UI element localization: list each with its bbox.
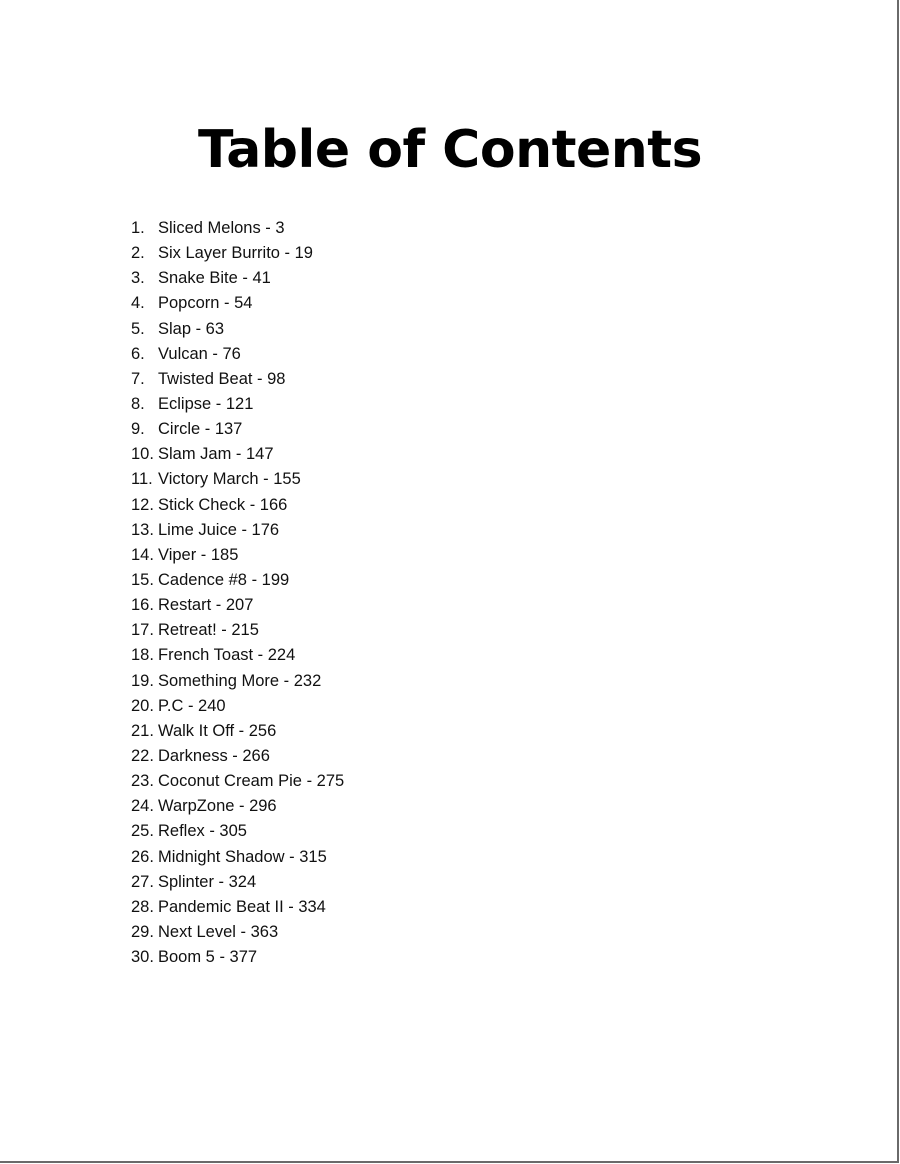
toc-entry-title: Sliced Melons - 3 (158, 219, 285, 237)
toc-entry-number: 10. (131, 445, 154, 464)
toc-entry (131, 744, 344, 769)
toc-entry-title: Boom 5 - 377 (158, 948, 258, 967)
toc-entry-title: Pandemic Beat II - 334 (158, 897, 326, 916)
toc-entry-title: Snake Bite - 41 (158, 269, 271, 288)
toc-entry-title: Darkness - 266 (158, 746, 270, 765)
toc-entry (131, 266, 344, 291)
toc-entry-title: Slam Jam - 147 (158, 445, 274, 464)
toc-entry-title: Reflex - 305 (158, 822, 247, 841)
toc-entry-title: Retreat! - 215 (158, 621, 259, 640)
table-of-contents-list (131, 216, 344, 970)
toc-entry-number: 13. (131, 520, 154, 539)
toc-entry (131, 945, 344, 970)
toc-entry (131, 493, 344, 518)
toc-entry-number: 22. (131, 746, 154, 765)
toc-entry-number: 27. (131, 872, 154, 891)
toc-entry-title: Next Level - 363 (158, 922, 279, 941)
toc-entry-number: 14. (131, 545, 154, 564)
toc-entry-title: Restart - 207 (158, 596, 254, 615)
toc-entry-number: 12. (131, 495, 154, 514)
toc-entry-title: P.C - 240 (158, 696, 226, 715)
toc-entry (131, 216, 344, 241)
toc-entry-number: 8. (131, 394, 145, 413)
toc-entry (131, 367, 344, 392)
toc-entry-title: Coconut Cream Pie - 275 (158, 772, 345, 791)
toc-entry (131, 342, 344, 367)
toc-entry-title: Midnight Shadow - 315 (158, 847, 327, 866)
toc-entry (131, 794, 344, 819)
toc-entry-number: 6. (131, 344, 145, 363)
toc-entry-title: Stick Check - 166 (158, 495, 288, 514)
toc-entry-title: French Toast - 224 (158, 646, 296, 665)
toc-entry-title: Slap - 63 (158, 319, 225, 338)
toc-entry-number: 4. (131, 294, 145, 313)
toc-entry (131, 241, 344, 266)
toc-entry-title: Vulcan - 76 (158, 344, 241, 363)
toc-entry (131, 618, 344, 643)
toc-entry (131, 543, 344, 568)
toc-entry (131, 845, 344, 870)
toc-entry-number: 26. (131, 847, 154, 866)
toc-entry-title: Walk It Off - 256 (158, 721, 277, 740)
toc-entry-title: Something More - 232 (158, 671, 322, 690)
toc-entry (131, 317, 344, 342)
toc-entry-title: Splinter - 324 (158, 872, 257, 891)
toc-entry-number: 7. (131, 369, 145, 388)
toc-entry (131, 920, 344, 945)
toc-entry-title: Viper - 185 (158, 545, 239, 564)
toc-entry-number: 23. (131, 772, 154, 791)
toc-entry-number: 5. (131, 319, 145, 338)
toc-entry-title: Twisted Beat - 98 (158, 369, 286, 388)
toc-entry (131, 870, 344, 895)
toc-entry-title: Lime Juice - 176 (158, 520, 280, 539)
toc-entry-number: 16. (131, 596, 154, 615)
toc-entry-title: WarpZone - 296 (158, 797, 277, 816)
toc-entry (131, 568, 344, 593)
toc-entry-title: Cadence #8 - 199 (158, 570, 290, 589)
toc-entry-number: 25. (131, 822, 154, 841)
toc-entry-title: Six Layer Burrito - 19 (158, 244, 313, 263)
toc-entry (131, 392, 344, 417)
page-title: Table of Contents (197, 120, 703, 180)
toc-entry-title: Eclipse - 121 (158, 394, 254, 413)
toc-entry-number: 9. (131, 420, 145, 439)
toc-entry-number: 29. (131, 922, 154, 941)
toc-entry (131, 694, 344, 719)
toc-entry (131, 593, 344, 618)
toc-entry (131, 417, 344, 442)
toc-entry-number: 15. (131, 570, 154, 589)
toc-entry (131, 518, 344, 543)
toc-entry-number: 19. (131, 671, 154, 690)
toc-entry-number: 20. (131, 696, 154, 715)
toc-entry-number: 3. (131, 269, 145, 288)
toc-entry-number: 24. (131, 797, 154, 816)
toc-entry (131, 819, 344, 844)
toc-entry-number: 1. (131, 219, 145, 237)
toc-entry-title: Popcorn - 54 (158, 294, 253, 313)
toc-entry-number: 17. (131, 621, 154, 640)
toc-entry (131, 719, 344, 744)
toc-entry (131, 442, 344, 467)
toc-entry (131, 895, 344, 920)
toc-entry (131, 467, 344, 492)
toc-entry-number: 11. (131, 470, 153, 489)
toc-entry (131, 291, 344, 316)
toc-entry (131, 669, 344, 694)
toc-entry-number: 30. (131, 948, 154, 967)
toc-entry (131, 769, 344, 794)
toc-entry-title: Victory March - 155 (158, 470, 301, 489)
toc-entry-number: 21. (131, 721, 154, 740)
toc-entry-title: Circle - 137 (158, 420, 243, 439)
toc-entry (131, 643, 344, 668)
toc-entry-number: 2. (131, 244, 145, 263)
toc-entry-number: 28. (131, 897, 154, 916)
toc-entry-number: 18. (131, 646, 154, 665)
